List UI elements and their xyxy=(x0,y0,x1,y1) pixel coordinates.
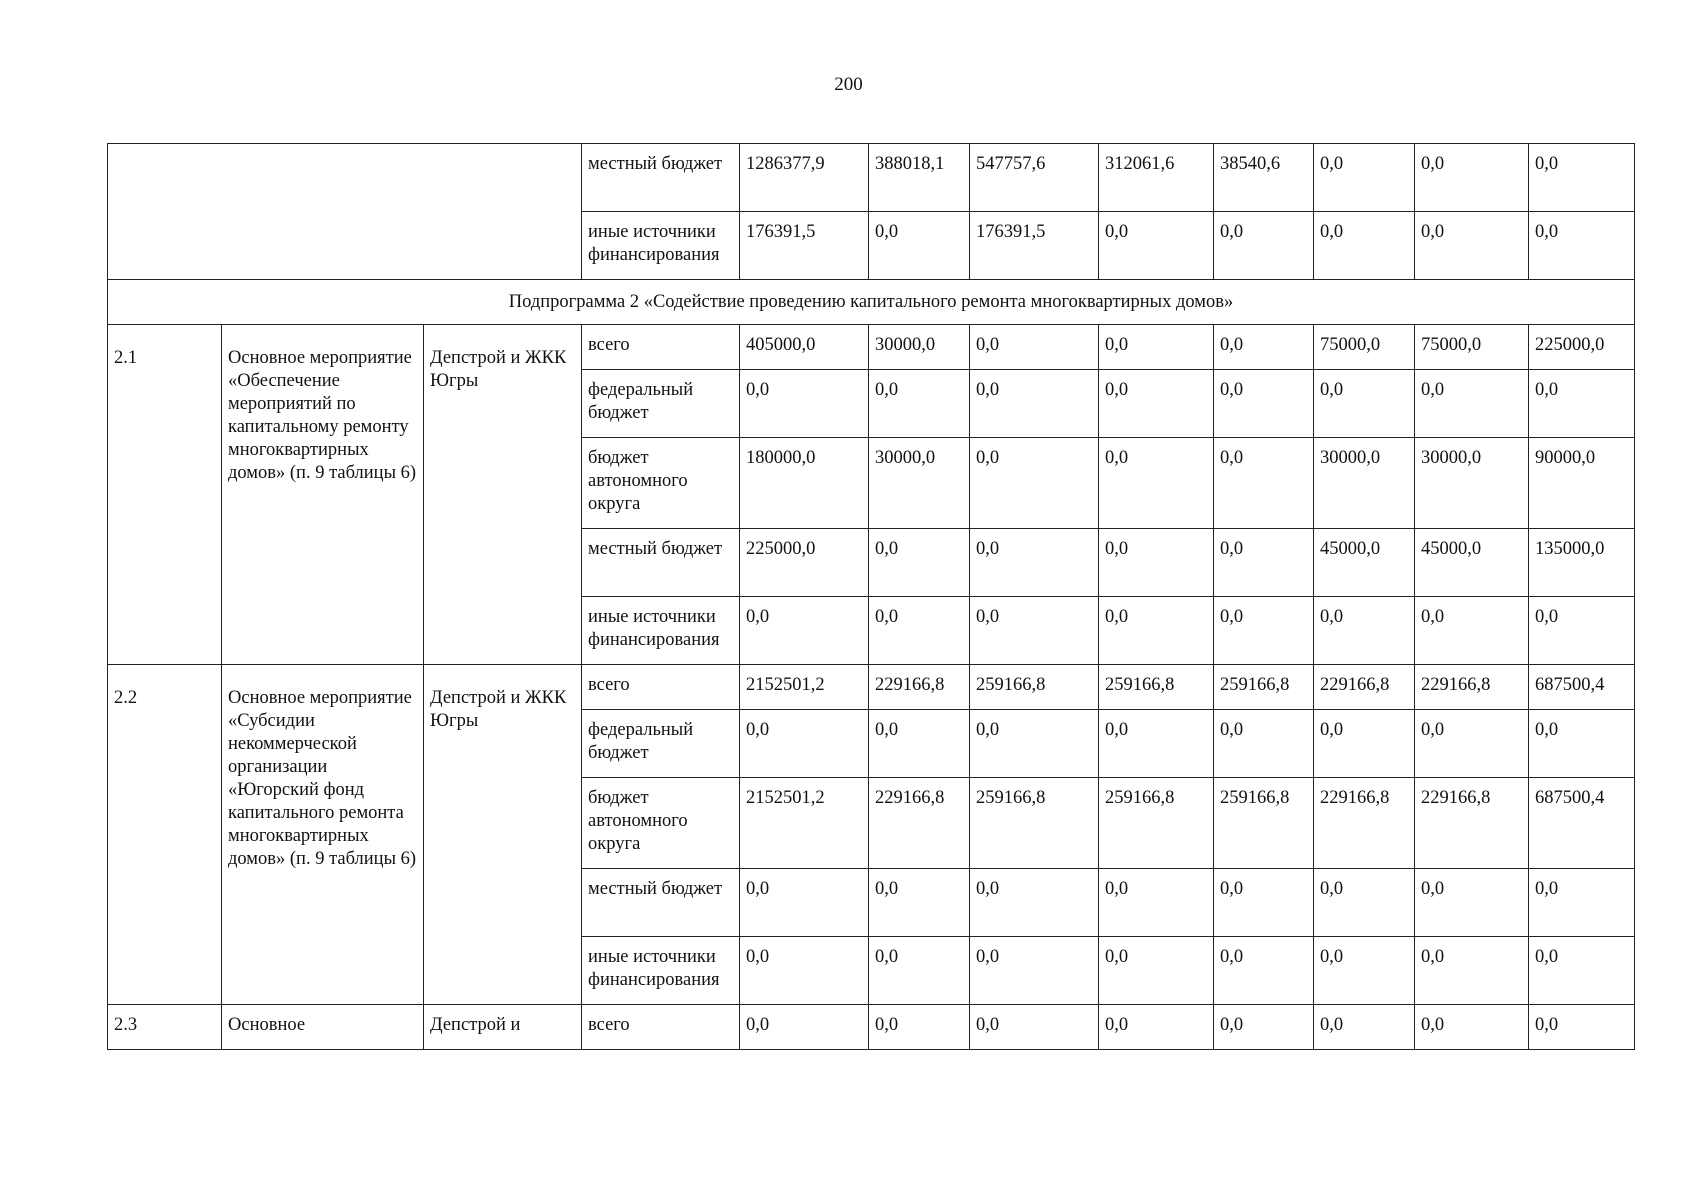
activity-name: Основное мероприятие «Обеспечение мероприятий по капитальному ремонту многоквартирных домов» (п. 9 таблицы 6) xyxy=(222,325,424,665)
table-row xyxy=(108,665,1635,710)
value-cell: 0,0 xyxy=(970,869,1099,937)
value-cell: 0,0 xyxy=(1314,937,1415,1005)
responsible-executor: Депстрой и xyxy=(424,1005,582,1050)
value-cell: 0,0 xyxy=(970,1005,1099,1050)
value-cell: 30000,0 xyxy=(869,438,970,529)
value-cell: 0,0 xyxy=(1314,1005,1415,1050)
value-cell: 30000,0 xyxy=(869,325,970,370)
value-cell: 0,0 xyxy=(1214,1005,1314,1050)
value-cell: 259166,8 xyxy=(970,778,1099,869)
activity-number: 2.2 xyxy=(108,665,222,1005)
value-cell: 176391,5 xyxy=(740,212,869,280)
value-cell: 0,0 xyxy=(869,370,970,438)
value-cell: 229166,8 xyxy=(869,665,970,710)
value-cell: 0,0 xyxy=(1529,869,1635,937)
value-cell: 0,0 xyxy=(1099,529,1214,597)
value-cell: 0,0 xyxy=(1099,1005,1214,1050)
value-cell: 0,0 xyxy=(1415,710,1529,778)
value-cell: 2152501,2 xyxy=(740,778,869,869)
value-cell: 0,0 xyxy=(1214,325,1314,370)
value-cell: 0,0 xyxy=(869,212,970,280)
value-cell: 0,0 xyxy=(1214,529,1314,597)
value-cell: 0,0 xyxy=(1314,869,1415,937)
value-cell: 0,0 xyxy=(1529,370,1635,438)
value-cell: 0,0 xyxy=(1099,597,1214,665)
funding-source-cell: федеральный бюджет xyxy=(582,710,740,778)
value-cell: 0,0 xyxy=(1099,869,1214,937)
value-cell: 0,0 xyxy=(1214,438,1314,529)
value-cell: 229166,8 xyxy=(869,778,970,869)
value-cell: 0,0 xyxy=(740,869,869,937)
value-cell: 0,0 xyxy=(1214,869,1314,937)
value-cell: 30000,0 xyxy=(1314,438,1415,529)
value-cell: 388018,1 xyxy=(869,144,970,212)
value-cell: 0,0 xyxy=(1099,710,1214,778)
funding-source-cell: бюджет автономного округа xyxy=(582,438,740,529)
value-cell: 229166,8 xyxy=(1314,665,1415,710)
value-cell: 687500,4 xyxy=(1529,778,1635,869)
activity-name: Основное xyxy=(222,1005,424,1050)
activity-name: Основное мероприятие «Субсидии некоммерческой организации «Югорский фонд капитального ремонта многоквартирных домов» (п. 9 таблицы 6) xyxy=(222,665,424,1005)
value-cell: 0,0 xyxy=(869,597,970,665)
funding-source-cell: иные источники финансирования xyxy=(582,212,740,280)
value-cell: 0,0 xyxy=(1415,597,1529,665)
value-cell: 0,0 xyxy=(869,1005,970,1050)
value-cell: 180000,0 xyxy=(740,438,869,529)
value-cell: 0,0 xyxy=(740,370,869,438)
value-cell: 0,0 xyxy=(1415,869,1529,937)
value-cell: 0,0 xyxy=(740,937,869,1005)
funding-source-cell: федеральный бюджет xyxy=(582,370,740,438)
value-cell: 0,0 xyxy=(970,438,1099,529)
value-cell: 0,0 xyxy=(1099,325,1214,370)
value-cell: 0,0 xyxy=(970,370,1099,438)
responsible-executor: Депстрой и ЖКК Югры xyxy=(424,325,582,665)
value-cell: 259166,8 xyxy=(1214,665,1314,710)
activity-number: 2.3 xyxy=(108,1005,222,1050)
value-cell: 0,0 xyxy=(1415,212,1529,280)
page-number: 200 xyxy=(834,74,863,95)
value-cell: 0,0 xyxy=(869,529,970,597)
funding-source-cell: местный бюджет xyxy=(582,144,740,212)
value-cell: 0,0 xyxy=(1415,937,1529,1005)
value-cell: 0,0 xyxy=(869,869,970,937)
value-cell: 0,0 xyxy=(1415,370,1529,438)
value-cell: 0,0 xyxy=(1529,710,1635,778)
value-cell: 45000,0 xyxy=(1314,529,1415,597)
value-cell: 0,0 xyxy=(1214,937,1314,1005)
value-cell: 2152501,2 xyxy=(740,665,869,710)
value-cell: 0,0 xyxy=(1099,937,1214,1005)
value-cell: 0,0 xyxy=(1214,370,1314,438)
table-row xyxy=(108,325,1635,370)
subprogram-title: Подпрограмма 2 «Содействие проведению капитального ремонта многоквартирных домов» xyxy=(108,280,1635,325)
value-cell: 0,0 xyxy=(1529,597,1635,665)
funding-source-cell: местный бюджет xyxy=(582,529,740,597)
value-cell: 0,0 xyxy=(1314,710,1415,778)
value-cell: 259166,8 xyxy=(970,665,1099,710)
value-cell: 0,0 xyxy=(740,1005,869,1050)
value-cell: 90000,0 xyxy=(1529,438,1635,529)
table-body xyxy=(108,144,1635,1050)
funding-source-cell: иные источники финансирования xyxy=(582,597,740,665)
value-cell: 176391,5 xyxy=(970,212,1099,280)
table-row xyxy=(108,1005,1635,1050)
value-cell: 0,0 xyxy=(1529,1005,1635,1050)
funding-source-cell: всего xyxy=(582,1005,740,1050)
value-cell: 135000,0 xyxy=(1529,529,1635,597)
funding-source-cell: иные источники финансирования xyxy=(582,937,740,1005)
value-cell: 259166,8 xyxy=(1099,778,1214,869)
value-cell: 312061,6 xyxy=(1099,144,1214,212)
financing-table xyxy=(107,143,1635,1050)
value-cell: 0,0 xyxy=(970,710,1099,778)
responsible-executor: Депстрой и ЖКК Югры xyxy=(424,665,582,1005)
funding-source-cell: местный бюджет xyxy=(582,869,740,937)
value-cell: 229166,8 xyxy=(1415,778,1529,869)
value-cell: 405000,0 xyxy=(740,325,869,370)
activity-number: 2.1 xyxy=(108,325,222,665)
value-cell: 75000,0 xyxy=(1415,325,1529,370)
value-cell: 259166,8 xyxy=(1099,665,1214,710)
table-row xyxy=(108,144,1635,212)
value-cell: 0,0 xyxy=(1214,710,1314,778)
value-cell: 30000,0 xyxy=(1415,438,1529,529)
value-cell: 0,0 xyxy=(1314,212,1415,280)
value-cell: 0,0 xyxy=(1214,597,1314,665)
funding-source-cell: всего xyxy=(582,325,740,370)
value-cell: 259166,8 xyxy=(1214,778,1314,869)
funding-source-cell: бюджет автономного округа xyxy=(582,778,740,869)
value-cell: 0,0 xyxy=(1314,144,1415,212)
funding-source-cell: всего xyxy=(582,665,740,710)
value-cell: 547757,6 xyxy=(970,144,1099,212)
value-cell: 0,0 xyxy=(970,597,1099,665)
empty-continuation-cell xyxy=(108,144,582,280)
value-cell: 0,0 xyxy=(869,937,970,1005)
value-cell: 229166,8 xyxy=(1415,665,1529,710)
value-cell: 0,0 xyxy=(970,937,1099,1005)
value-cell: 0,0 xyxy=(1529,212,1635,280)
value-cell: 0,0 xyxy=(1529,937,1635,1005)
value-cell: 1286377,9 xyxy=(740,144,869,212)
value-cell: 0,0 xyxy=(740,597,869,665)
value-cell: 45000,0 xyxy=(1415,529,1529,597)
value-cell: 225000,0 xyxy=(740,529,869,597)
value-cell: 687500,4 xyxy=(1529,665,1635,710)
value-cell: 0,0 xyxy=(1415,144,1529,212)
value-cell: 0,0 xyxy=(1314,597,1415,665)
value-cell: 75000,0 xyxy=(1314,325,1415,370)
value-cell: 0,0 xyxy=(1214,212,1314,280)
value-cell: 0,0 xyxy=(1099,370,1214,438)
value-cell: 225000,0 xyxy=(1529,325,1635,370)
value-cell: 0,0 xyxy=(1314,370,1415,438)
value-cell: 0,0 xyxy=(970,325,1099,370)
value-cell: 38540,6 xyxy=(1214,144,1314,212)
value-cell: 0,0 xyxy=(970,529,1099,597)
value-cell: 0,0 xyxy=(1099,438,1214,529)
value-cell: 0,0 xyxy=(740,710,869,778)
subprogram-row xyxy=(108,280,1635,325)
value-cell: 229166,8 xyxy=(1314,778,1415,869)
value-cell: 0,0 xyxy=(869,710,970,778)
value-cell: 0,0 xyxy=(1529,144,1635,212)
value-cell: 0,0 xyxy=(1415,1005,1529,1050)
value-cell: 0,0 xyxy=(1099,212,1214,280)
